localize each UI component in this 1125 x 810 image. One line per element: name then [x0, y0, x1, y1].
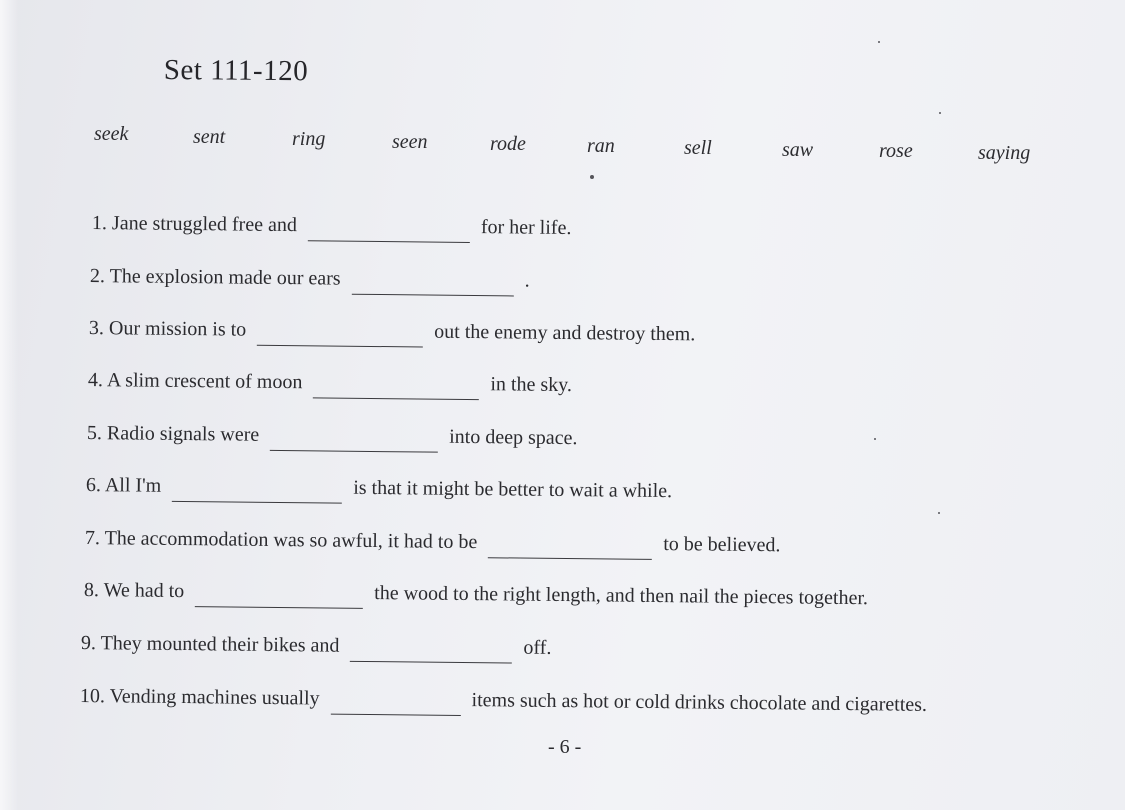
- question-4: [88, 367, 572, 397]
- ink-speck: [590, 175, 594, 179]
- page-number: - 6 -: [548, 736, 582, 758]
- answer-blank[interactable]: [172, 483, 342, 504]
- question-text-after: to be believed.: [663, 533, 781, 557]
- word-bank-item: ran: [587, 135, 615, 157]
- question-number: 6.: [85, 474, 102, 497]
- question-text-before: A slim crescent of moon: [106, 369, 303, 394]
- word-bank-item: sent: [193, 126, 226, 148]
- ink-speck: [939, 112, 941, 114]
- word-bank-item: seek: [94, 123, 129, 145]
- question-text-after: the wood to the right length, and then nail the pieces together.: [374, 582, 869, 610]
- question-number: 2.: [89, 265, 106, 288]
- question-text-after: items such as hot or cold drinks chocolate and cigarettes.: [471, 689, 928, 716]
- question-text-after: for her life.: [480, 216, 572, 240]
- question-text-after: off.: [523, 636, 552, 659]
- word-bank-item: ring: [292, 128, 326, 150]
- question-1: [92, 210, 572, 240]
- ink-speck: [874, 438, 876, 440]
- question-text-before: We had to: [103, 579, 185, 603]
- question-text-after: out the enemy and destroy them.: [434, 320, 696, 346]
- ink-speck: [878, 41, 880, 43]
- answer-blank[interactable]: [330, 696, 460, 716]
- answer-blank[interactable]: [313, 379, 479, 400]
- answer-blank[interactable]: [270, 432, 438, 453]
- question-3: [89, 315, 696, 346]
- answer-blank[interactable]: [195, 588, 363, 609]
- question-number: 5.: [86, 422, 103, 445]
- answer-blank[interactable]: [257, 327, 423, 348]
- question-8: [84, 577, 868, 610]
- question-10: [80, 683, 927, 717]
- question-6: [86, 472, 672, 503]
- question-text-after: in the sky.: [490, 373, 573, 397]
- word-bank-item: rode: [490, 133, 526, 155]
- word-bank: [0, 0, 1125, 200]
- question-number: 1.: [91, 212, 108, 235]
- word-bank-item: seen: [392, 131, 428, 153]
- question-text-before: The explosion made our ears: [109, 265, 341, 290]
- question-text-after: .: [524, 269, 530, 292]
- question-text-before: The accommodation was so awful, it had to be: [104, 527, 478, 554]
- question-7: [85, 525, 781, 557]
- word-bank-item: saw: [782, 139, 814, 161]
- question-text-before: Radio signals were: [106, 422, 260, 446]
- worksheet-title: Set 111-120: [163, 54, 309, 88]
- question-text-before: All I'm: [104, 474, 162, 497]
- word-bank-item: saying: [978, 142, 1031, 164]
- question-text-before: Our mission is to: [108, 317, 247, 341]
- answer-blank[interactable]: [308, 222, 470, 243]
- question-text-before: Vending machines usually: [109, 685, 320, 710]
- question-number: 7.: [84, 527, 101, 550]
- question-5: [87, 420, 578, 450]
- word-bank-item: sell: [684, 137, 712, 159]
- question-number: 4.: [87, 369, 104, 392]
- ink-speck: [938, 512, 940, 514]
- answer-blank[interactable]: [488, 539, 652, 560]
- question-number: 10.: [79, 685, 106, 708]
- question-number: 3.: [88, 317, 105, 340]
- question-text-before: They mounted their bikes and: [100, 632, 340, 657]
- word-bank-item: rose: [879, 140, 913, 162]
- question-number: 8.: [83, 579, 100, 602]
- question-9: [81, 630, 552, 660]
- question-text-before: Jane struggled free and: [111, 212, 298, 237]
- question-2: [90, 263, 530, 293]
- question-number: 9.: [80, 632, 97, 655]
- answer-blank[interactable]: [350, 643, 512, 664]
- answer-blank[interactable]: [352, 276, 514, 297]
- question-text-after: is that it might be better to wait a while.: [353, 476, 673, 503]
- question-text-after: into deep space.: [449, 425, 578, 450]
